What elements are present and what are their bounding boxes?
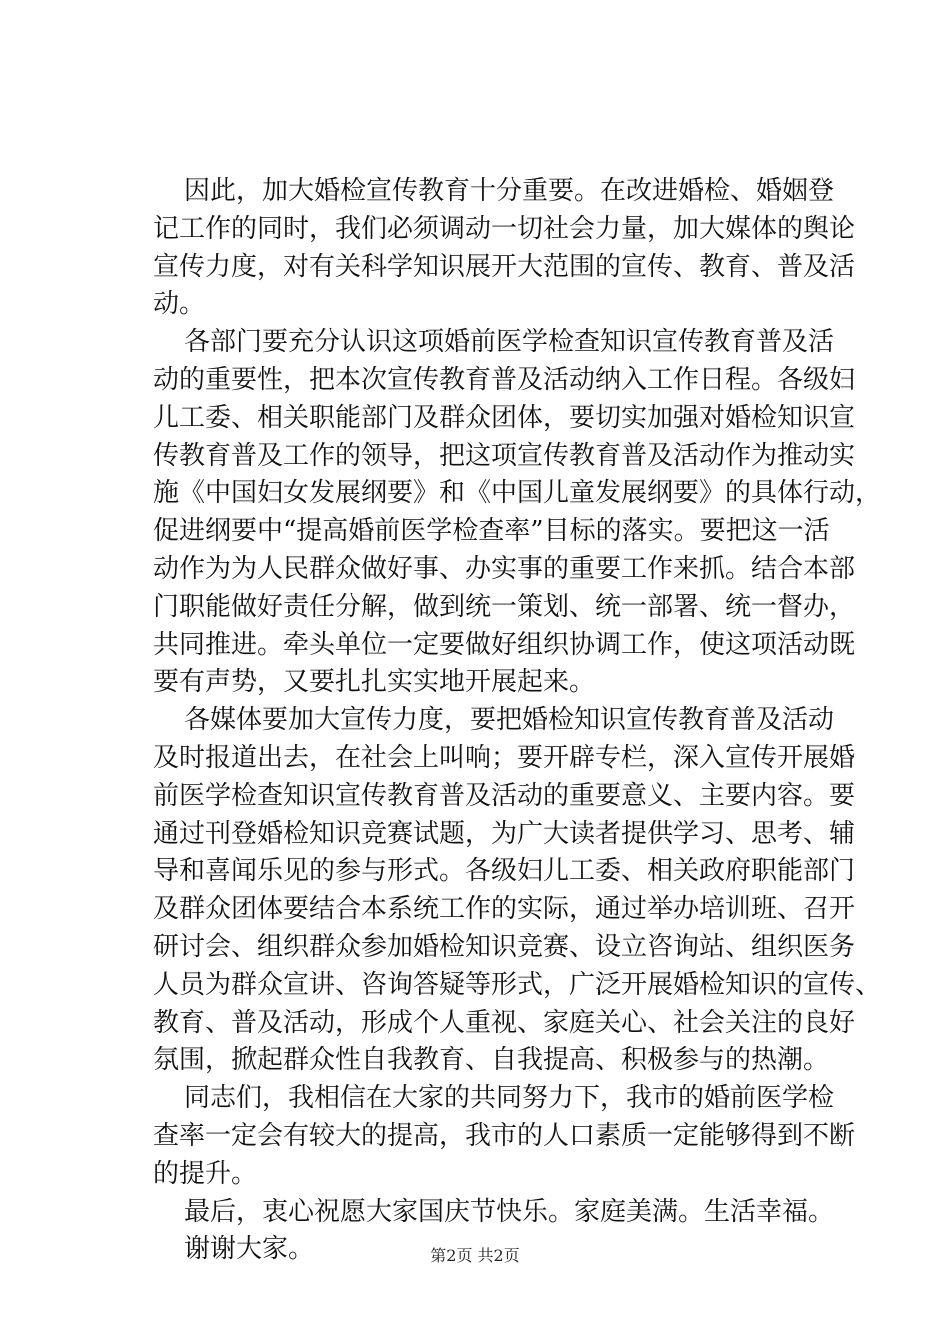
text-line: 各媒体要加大宣传力度，要把婚检知识宣传教育普及活动 [184, 705, 835, 736]
paragraph-4 [153, 1080, 856, 1193]
text-line: 儿工委、相关职能部门及群众团体，要切实加强对婚检知识宣 [153, 402, 856, 433]
text-line: 同志们，我相信在大家的共同努力下，我市的婚前医学检 [184, 1083, 835, 1114]
text-line: 宣传力度，对有关科学知识展开大范围的宣传、教育、普及活 [153, 251, 856, 282]
text-line: 共同推进。牵头单位一定要做好组织协调工作，使这项活动既 [153, 629, 856, 660]
text-line: 人员为群众宣讲、咨询答疑等形式，广泛开展婚检知识的宣传、 [153, 969, 882, 1000]
text-line: 传教育普及工作的领导，把这项宣传教育普及活动作为推动实 [153, 440, 856, 471]
text-line: 查率一定会有较大的提高，我市的人口素质一定能够得到不断 [153, 1120, 856, 1151]
text-line: 记工作的同时，我们必须调动一切社会力量，加大媒体的舆论 [153, 213, 856, 244]
text-line: 教育、普及活动，形成个人重视、家庭关心、社会关注的良好 [153, 1007, 856, 1038]
text-line: 及群众团体要结合本系统工作的实际，通过举办培训班、召开 [153, 894, 856, 925]
paragraph-5 [153, 1194, 853, 1232]
document-body [153, 173, 882, 1269]
page-footer [0, 1243, 950, 1266]
text-line: 及时报道出去，在社会上叫响；要开辟专栏，深入宣传开展婚 [153, 742, 856, 773]
text-line: 因此，加大婚检宣传教育十分重要。在改进婚检、婚姻登 [184, 176, 835, 206]
text-line: 导和喜闻乐见的参与形式。各级妇儿工委、相关政府职能部门 [153, 856, 856, 887]
page-number-label: 第2页 共2页 [430, 1246, 520, 1265]
text-line: 门职能做好责任分解，做到统一策划、统一部署、统一督办， [153, 591, 856, 622]
text-line: 研讨会、组织群众参加婚检知识竞赛、设立咨询站、组织医务 [153, 931, 856, 962]
paragraph-1 [153, 173, 856, 324]
text-line: 通过刊登婚检知识竞赛试题，为广大读者提供学习、思考、辅 [153, 818, 856, 849]
paragraph-2 [153, 324, 882, 702]
text-line: 促进纲要中“提高婚前医学检查率”目标的落实。要把这一活 [153, 516, 830, 547]
text-line: 动作为为人民群众做好事、办实事的重要工作来抓。结合本部 [153, 553, 856, 584]
text-line: 前医学检查知识宣传教育普及活动的重要意义、主要内容。要 [153, 780, 856, 811]
text-line: 施《中国妇女发展纲要》和《中国儿童发展纲要》的具体行动， [153, 478, 882, 509]
text-line: 动。 [153, 289, 206, 320]
text-line: 动的重要性，把本次宣传教育普及活动纳入工作日程。各级妇 [153, 364, 856, 395]
text-line: 各部门要充分认识这项婚前医学检查知识宣传教育普及活 [184, 327, 835, 358]
text-line: 最后，衷心祝愿大家国庆节快乐。家庭美满。生活幸福。 [184, 1196, 835, 1227]
text-line: 的提升。 [153, 1158, 258, 1189]
text-line: 要有声势，又要扎扎实实地开展起来。 [153, 667, 596, 698]
text-line: 谢谢大家。 [184, 1234, 315, 1265]
text-line: 氛围，掀起群众性自我教育、自我提高、积极参与的热潮。 [153, 1045, 830, 1076]
paragraph-3 [153, 702, 882, 1080]
